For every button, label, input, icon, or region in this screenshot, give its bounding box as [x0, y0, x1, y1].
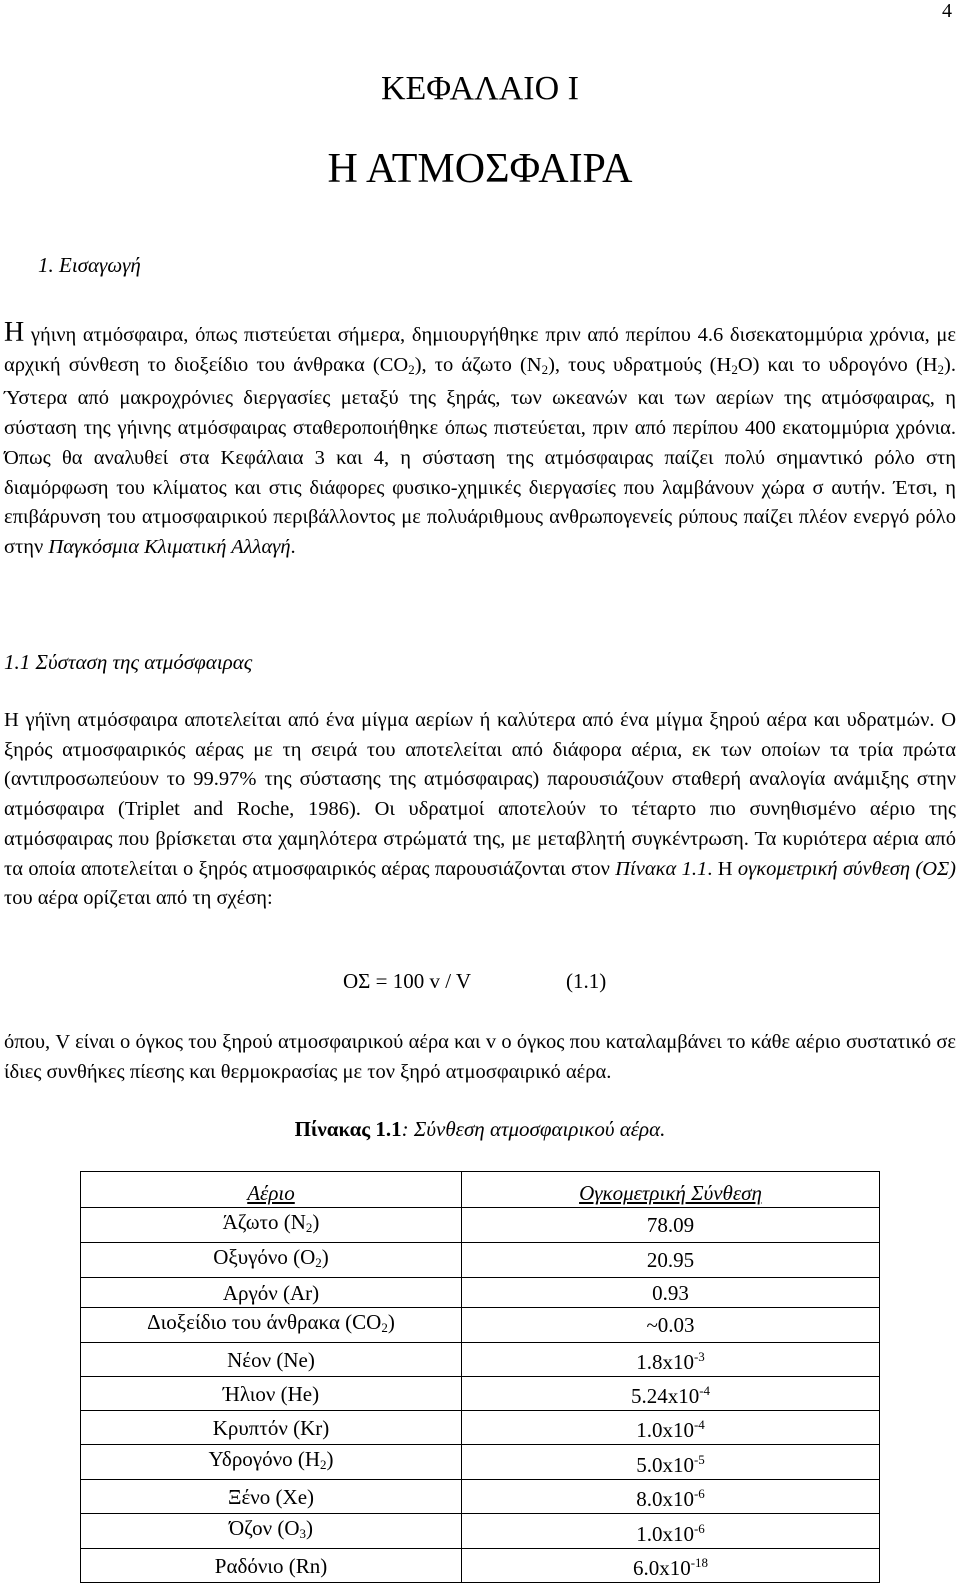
gas-name: Ξένο (Xe)	[81, 1480, 462, 1514]
gas-volume-value: $5.0x10^{-5}$	[462, 1445, 880, 1480]
gas-volume-value: ~0.03	[462, 1308, 880, 1343]
gas-name: Όζον $(O_3)$	[81, 1514, 462, 1549]
table-caption: Πίνακας 1.1: Σύνθεση ατμοσφαιρικού αέρα.	[294, 1117, 666, 1141]
definition-paragraph: όπου, V είναι ο όγκος του ξηρού ατμοσφαιρικού αέρα και v ο όγκος που καταλαμβάνει το κάθε αέριο συστατικό σε ίδιες συνθήκες πίεσης και θερμοκρασίας με τον ξηρό ατμοσφαιρικό αέρα.	[4, 1031, 956, 1083]
gas-volume-value: $6.0x10^{-18}$	[462, 1549, 880, 1583]
gas-name: Κρυπτόν (Kr)	[81, 1411, 462, 1445]
gas-volume-value: $1.0x10^{-4}$	[462, 1411, 880, 1445]
chapter-title: Η ΑΤΜΟΣΦΑΙΡΑ	[327, 146, 633, 192]
table-row	[81, 1445, 880, 1480]
gas-name: Νέον (Ne)	[81, 1343, 462, 1377]
table-header-row	[81, 1172, 880, 1208]
gas-name: Οξυγόνο $(O_2)$	[81, 1243, 462, 1278]
gas-volume-value: $1.8x10^{-3}$	[462, 1343, 880, 1377]
gas-name: Διοξείδιο του άνθρακα $(CO_2)$	[81, 1308, 462, 1343]
intro-paragraph: Η γήινη ατμόσφαιρα, όπως πιστεύεται σήμερα, δημιουργήθηκε πριν από περίπου 4.6 δισεκατομμύρια χρόνια, με αρχική σύνθεση το διοξείδιο του άνθρακα $(CO_2)$, το άζωτο $(N_2)$, τους υδρατμούς $(H_2O)$ και το υδρογόνο $(H_2)$. Ύστερα από μακροχρόνιες διεργασίες μεταξύ της ξηράς, των ωκεανών και των αερίων της ατμόσφαιρας, η σύσταση της γήινης ατμόσφαιρας σταθεροποιήθηκε όπως πιστεύεται, πριν από περίπου 400 εκατομμύρια χρόνια. Όπως θα αναλυθεί στα Κεφάλαια 3 και 4, η σύσταση της ατμόσφαιρας παίζει πολύ σημαντικό ρόλο στη διαμόρφωση του κλίματος και στις διάφορες φυσικο-χημικές διεργασίες που λαμβάνουν χώρα σ αυτήν. Έτσι, η επιβάρυνση του ατμοσφαιρικού περιβάλλοντος με πολυάριθμους ανθρωπογενείς ρύπους παίζει πλέον ενεργό ρόλο στην Παγκόσμια Κλιματική Αλλαγή.	[4, 317, 956, 558]
table-row	[81, 1243, 880, 1278]
table-row	[81, 1377, 880, 1411]
table-row	[81, 1549, 880, 1583]
table-row	[81, 1480, 880, 1514]
page-number: 4	[942, 0, 952, 22]
table-row	[81, 1208, 880, 1243]
gas-volume-value: 20.95	[462, 1243, 880, 1278]
gas-volume-value: $8.0x10^{-6}$	[462, 1480, 880, 1514]
table-row	[81, 1343, 880, 1377]
gas-name: Ραδόνιο (Rn)	[81, 1549, 462, 1583]
gas-name: Αργόν (Ar)	[81, 1278, 462, 1308]
gas-volume-value: 0.93	[462, 1278, 880, 1308]
gas-volume-value: $5.24x10^{-4}$	[462, 1377, 880, 1411]
equation-number: (1.1)	[566, 969, 607, 993]
section-heading-introduction: 1. Εισαγωγή	[38, 253, 141, 277]
header-gas: Αέριο	[81, 1172, 462, 1208]
gas-name: Υδρογόνο $(H_2)$	[81, 1445, 462, 1480]
gas-name: Άζωτο $(N_2)$	[81, 1208, 462, 1243]
section-heading-composition: 1.1 Σύσταση της ατμόσφαιρας	[4, 650, 253, 674]
gas-volume-value: 78.09	[462, 1208, 880, 1243]
chapter-heading: ΚΕΦΑΛΑΙΟ Ι	[380, 70, 579, 107]
table-row	[81, 1308, 880, 1343]
drop-cap: Η	[4, 317, 25, 348]
header-volume-composition: Ογκομετρική Σύνθεση	[462, 1172, 880, 1208]
composition-paragraph: Η γήϊνη ατμόσφαιρα αποτελείται από ένα μίγμα αερίων ή καλύτερα από ένα μίγμα ξηρού αέρα και υδρατμών. Ο ξηρός ατμοσφαιρικός αέρας με τη σειρά του αποτελείται από διάφορα αέρια, εκ των οποίων τα τρία πρώτα (αντιπροσωπεύουν το 99.97% της σύστασης της ατμόσφαιρας) παρουσιάζουν σταθερή αναλογία ανάμιξης στην ατμόσφαιρα (Triplet and Roche, 1986). Οι υδρατμοί αποτελούν το τέταρτο πιο συνηθισμένο αέριο της ατμόσφαιρας που βρίσκεται στα χαμηλότερα στρώματά της, με μεταβλητή συγκέντρωση. Τα κυριότερα αέρια από τα οποία αποτελείται ο ξηρός ατμοσφαιρικός αέρας παρουσιάζονται στον Πίνακα 1.1. Η ογκομετρική σύνθεση (ΟΣ) του αέρα ορίζεται από τη σχέση:	[4, 709, 957, 910]
table-row	[81, 1411, 880, 1445]
table-row	[81, 1514, 880, 1549]
equation: ΟΣ = 100 v / V	[343, 969, 472, 993]
gas-name: Ήλιον (He)	[81, 1377, 462, 1411]
table-row	[81, 1278, 880, 1308]
gas-volume-value: $1.0x10^{-6}$	[462, 1514, 880, 1549]
composition-table	[80, 1171, 880, 1583]
